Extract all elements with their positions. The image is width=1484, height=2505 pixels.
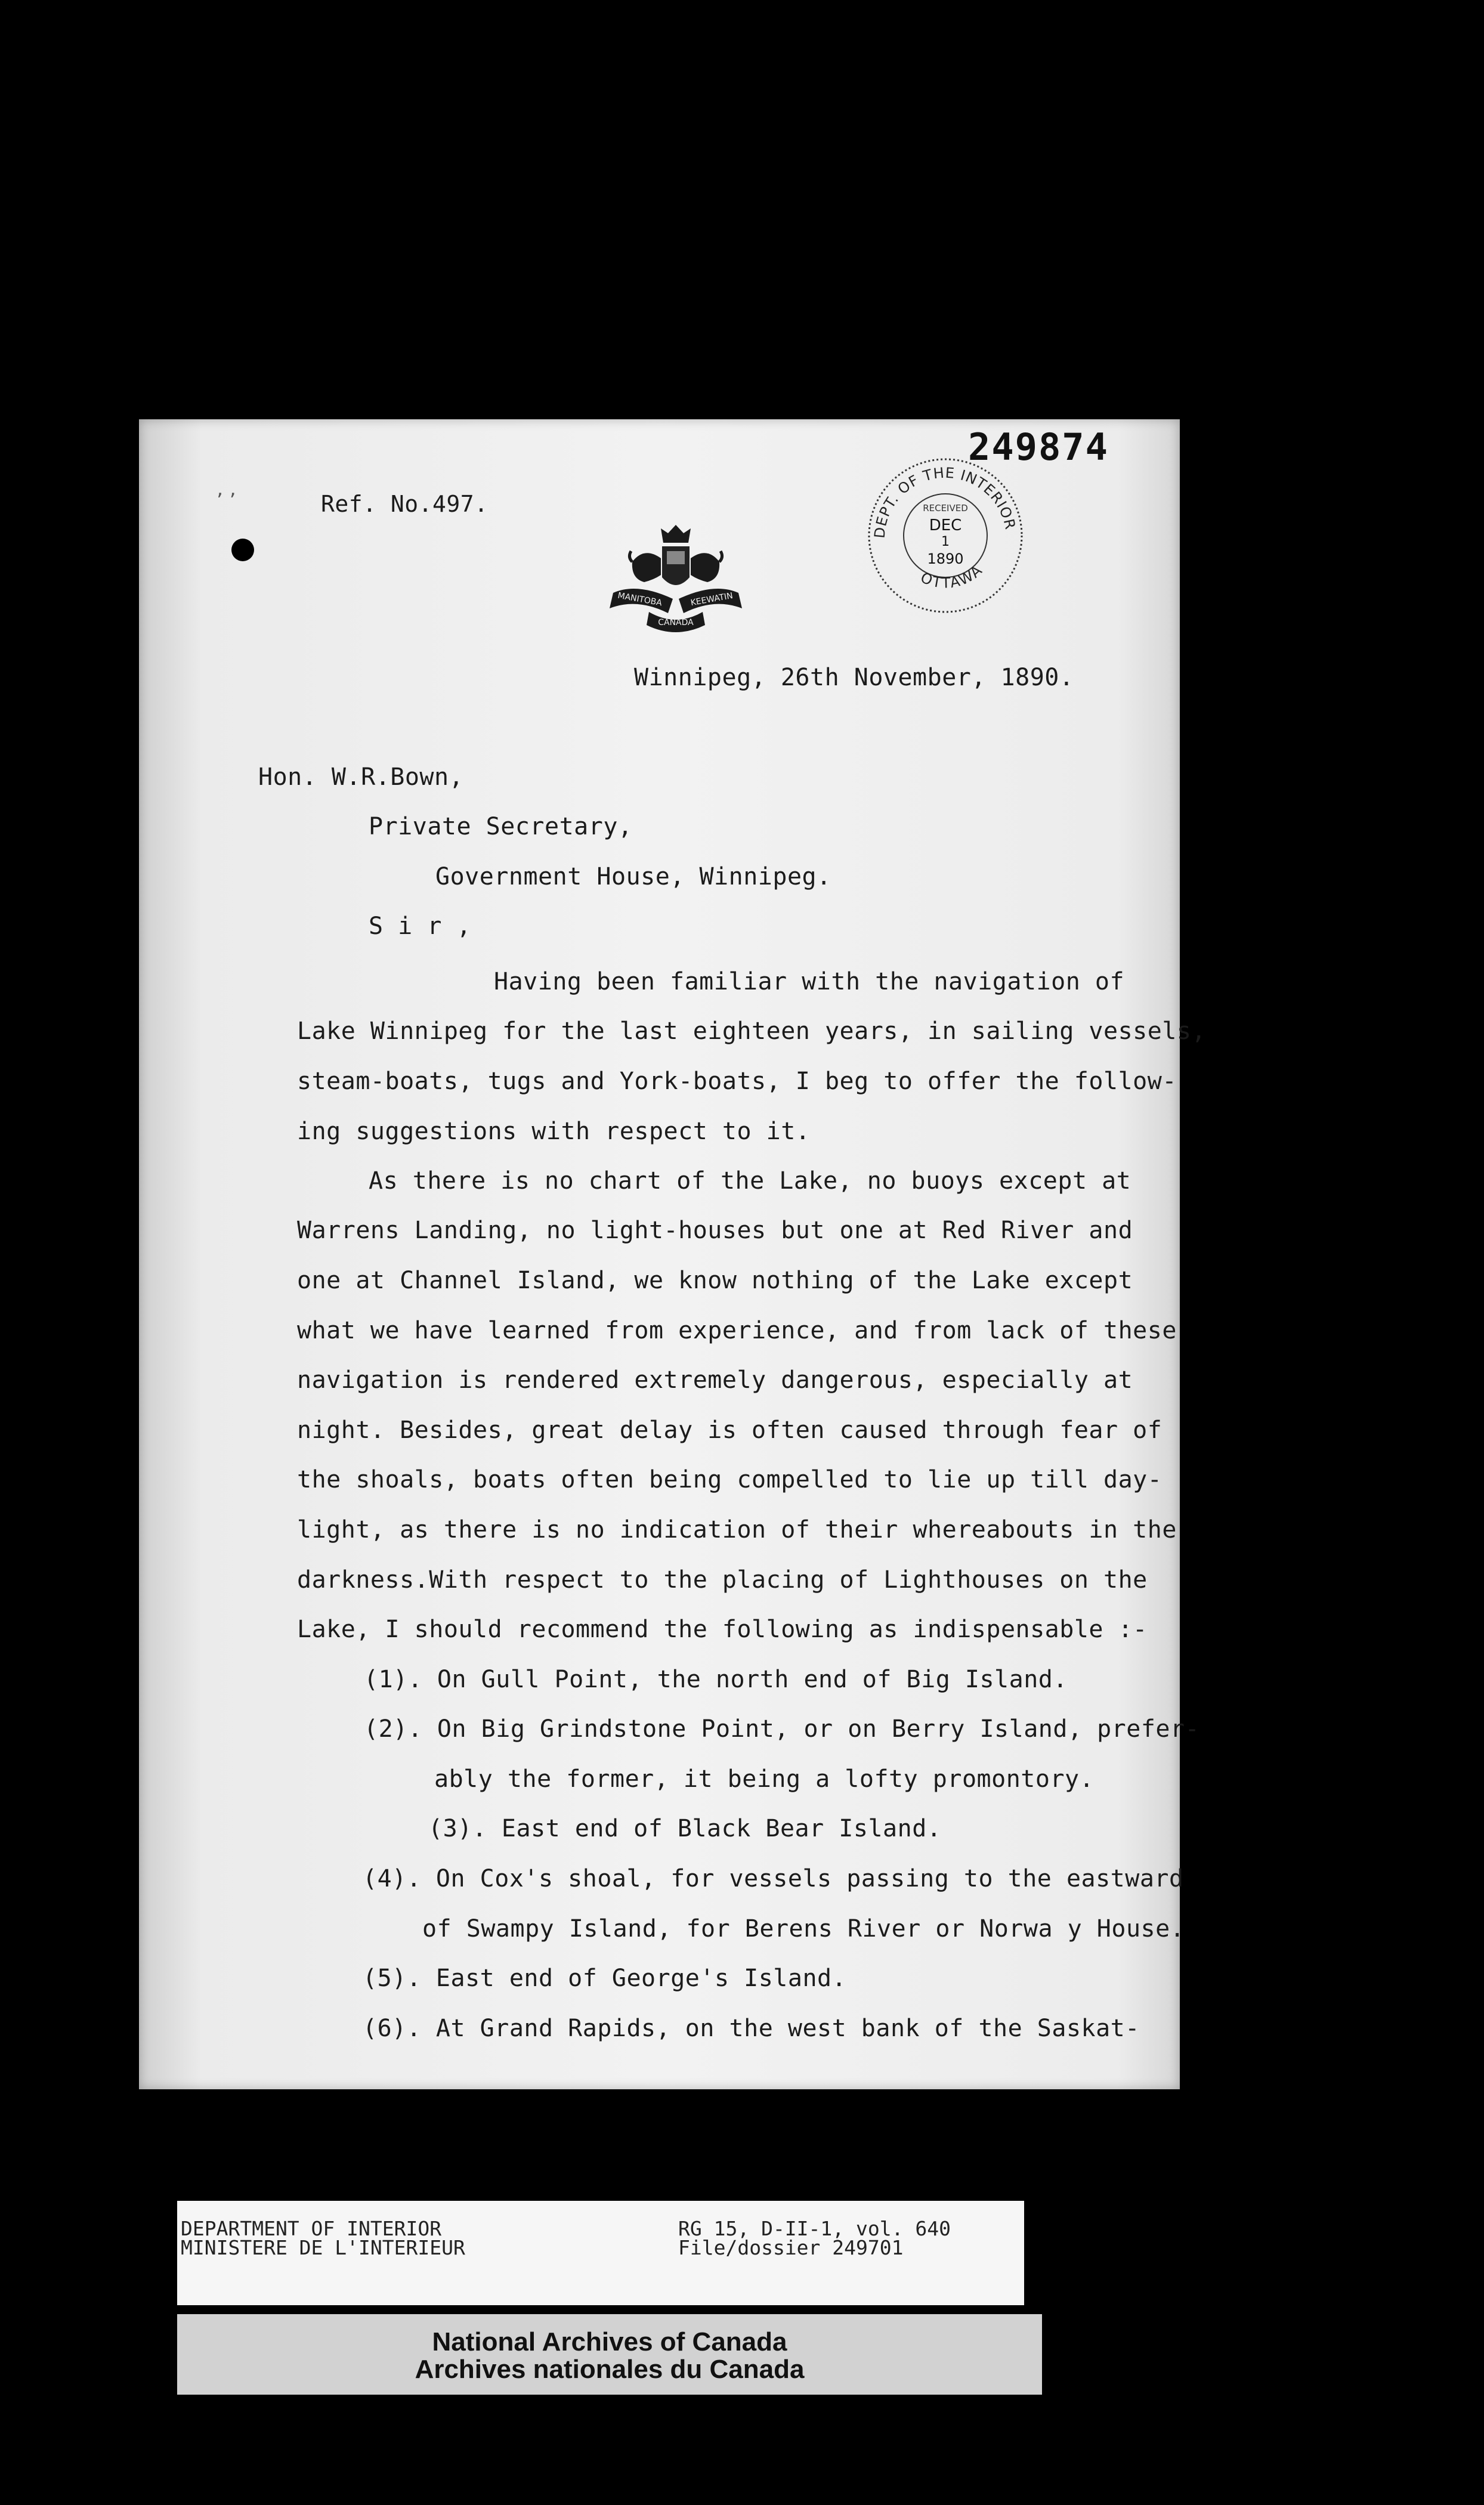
- archive-name-label: [177, 2314, 1042, 2395]
- list-item: (2). On Big Grindstone Point, or on Berry Island, prefer-: [364, 1715, 1200, 1743]
- list-item: (4). On Cox's shoal, for vessels passing to the eastward: [363, 1865, 1184, 1892]
- body-line: one at Channel Island, we know nothing of the Lake except: [297, 1267, 1133, 1294]
- coat-of-arms: [601, 522, 750, 636]
- address-line: Private Secretary,: [369, 813, 633, 840]
- stamp-ring-bottom: OTTAWA: [918, 561, 987, 592]
- record-group: RG 15, D-II-1, vol. 640: [678, 2217, 951, 2240]
- crest-ribbon-left: MANITOBA: [617, 590, 663, 608]
- punch-hole: [231, 539, 254, 561]
- stamp-month: DEC: [929, 517, 962, 534]
- body-line: the shoals, boats often being compelled to lie up till day-: [297, 1466, 1163, 1493]
- stamp-year: 1890: [927, 551, 964, 567]
- dept-fr: MINISTERE DE L'INTERIEUR: [181, 2236, 465, 2259]
- body-line: Having been familiar with the navigation of: [494, 968, 1125, 995]
- body-line: darkness.With respect to the placing of Lighthouses on the: [297, 1566, 1148, 1594]
- list-item: (1). On Gull Point, the north end of Big Island.: [364, 1666, 1068, 1693]
- archive-reference-label: [177, 2201, 1024, 2305]
- body-line: As there is no chart of the Lake, no buoys except at: [369, 1167, 1131, 1195]
- list-item: (6). At Grand Rapids, on the west bank of the Saskat-: [363, 2015, 1140, 2042]
- pencil-mark: ʼ ʼ: [217, 489, 236, 513]
- stamp-day: 1: [941, 534, 950, 549]
- reference-number: Ref. No.497.: [321, 491, 489, 517]
- archive-name-fr: Archives nationales du Canada: [415, 2355, 805, 2384]
- address-line: Government House, Winnipeg.: [435, 863, 831, 890]
- file-dossier: File/dossier 249701: [678, 2236, 904, 2259]
- stamp-ring-top: DEPT. OF THE INTERIOR: [871, 464, 1019, 539]
- list-item-continuation: ably the former, it being a lofty promontory.: [434, 1765, 1095, 1793]
- dept-en: DEPARTMENT OF INTERIOR: [181, 2217, 442, 2240]
- list-item-continuation: of Swampy Island, for Berens River or Norwa y House.: [422, 1915, 1185, 1943]
- body-line: ing suggestions with respect to it.: [297, 1118, 811, 1145]
- salutation: S i r ,: [369, 913, 472, 940]
- body-line: steam-boats, tugs and York-boats, I beg to offer the follow-: [297, 1068, 1177, 1095]
- body-line: night. Besides, great delay is often caused through fear of: [297, 1417, 1163, 1444]
- letter-page: [139, 419, 1207, 2089]
- address-line: Hon. W.R.Bown,: [258, 763, 464, 791]
- body-line: Lake Winnipeg for the last eighteen years, in sailing vessels,: [297, 1018, 1207, 1045]
- archive-name-en: National Archives of Canada: [432, 2327, 787, 2356]
- body-line: Warrens Landing, no light-houses but one at Red River and: [297, 1217, 1133, 1244]
- date-line: Winnipeg, 26th November, 1890.: [634, 664, 1074, 691]
- body-line: Lake, I should recommend the following as indispensable :-: [297, 1616, 1148, 1643]
- received-stamp: [861, 449, 1031, 619]
- body-line: what we have learned from experience, and from lack of these: [297, 1317, 1177, 1344]
- crest-ribbon-right: KEEWATIN: [690, 590, 734, 608]
- file-number: 249874: [968, 425, 1109, 469]
- body-line: light, as there is no indication of their whereabouts in the: [297, 1516, 1177, 1544]
- stamp-received: RECEIVED: [923, 503, 968, 514]
- list-item: (3). East end of Black Bear Island.: [428, 1815, 942, 1842]
- body-line: navigation is rendered extremely dangerous, especially at: [297, 1366, 1133, 1394]
- crest-ribbon-bottom: CANADA: [658, 618, 694, 627]
- list-item: (5). East end of George's Island.: [363, 1965, 847, 1992]
